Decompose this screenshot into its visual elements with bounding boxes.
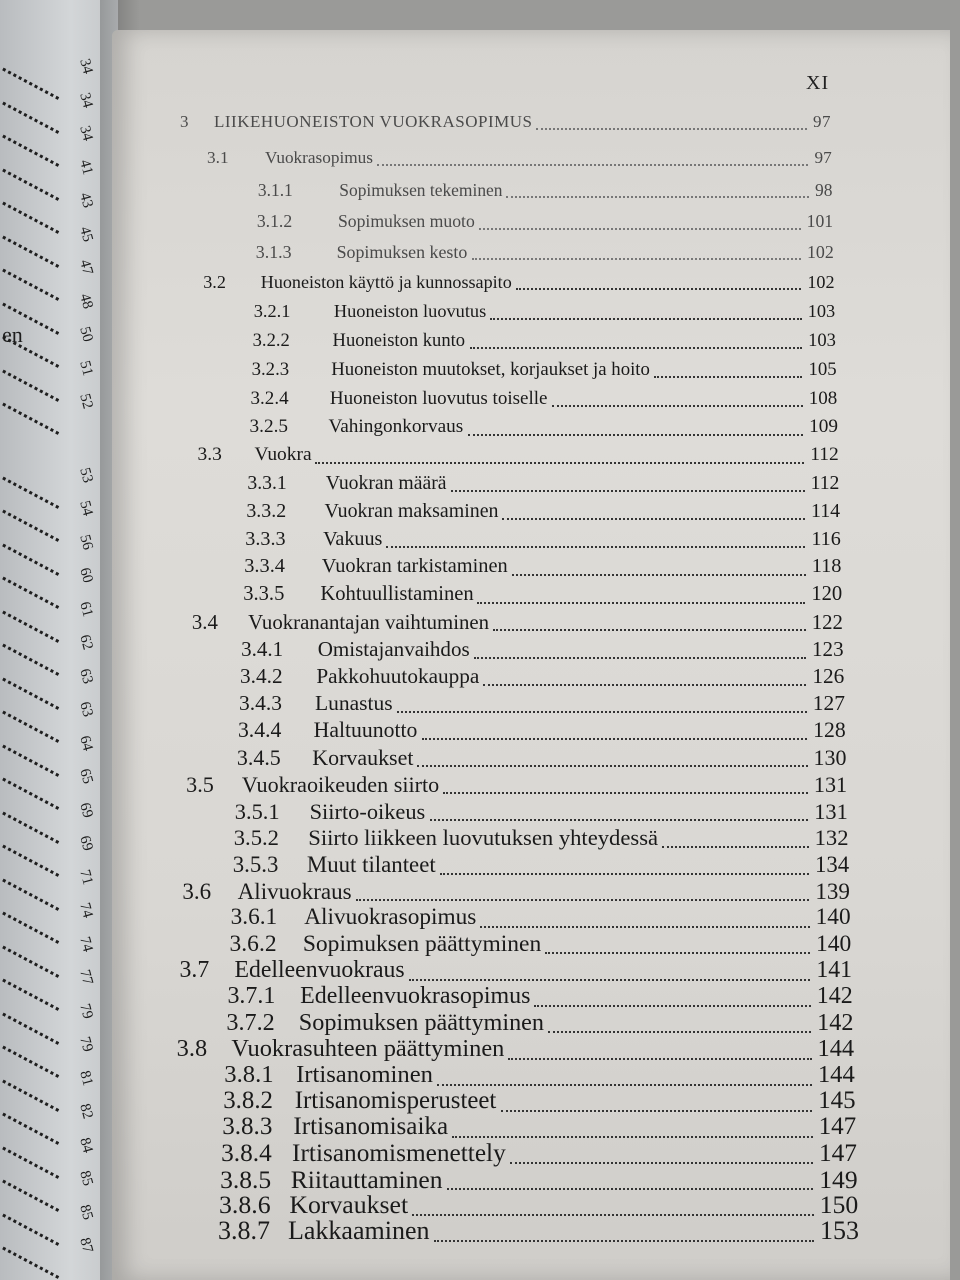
- toc-page-number: 128: [813, 718, 846, 743]
- toc-dot-leader: [490, 318, 802, 320]
- toc-page-number: 105: [808, 359, 837, 381]
- toc-dot-leader: [472, 258, 801, 260]
- toc-section-number: 3.3.5: [243, 582, 285, 605]
- toc-entry: [0, 242, 960, 272]
- toc-section-title: Vuokrasuhteen päättyminen: [231, 1035, 505, 1063]
- toc-dot-leader: [483, 684, 806, 686]
- left-page-number: 69: [76, 834, 96, 853]
- toc-page-number: 147: [818, 1112, 857, 1140]
- toc-page-number: 130: [813, 745, 847, 771]
- toc-dot-leader: [493, 629, 806, 631]
- toc-dot-leader: [480, 926, 810, 928]
- toc-section-number: 3.3.4: [244, 555, 285, 578]
- toc-entry: [0, 359, 960, 389]
- toc-section-title: Huoneiston muutokset, korjaukset ja hoito: [331, 359, 650, 381]
- toc-section-number: 3.1: [207, 147, 229, 167]
- toc-dot-leader: [437, 1084, 812, 1086]
- toc-section-title: Edelleenvuokraus: [234, 956, 405, 983]
- toc-dot-leader: [377, 164, 808, 166]
- toc-section-number: 3.2.1: [253, 301, 291, 322]
- left-page-number: 87: [76, 1236, 96, 1255]
- toc-dot-leader: [452, 1136, 813, 1138]
- toc-page-number: 131: [813, 771, 848, 797]
- toc-page-number: 122: [811, 610, 843, 635]
- toc-dot-leader: [440, 873, 809, 875]
- left-page-number: 74: [76, 934, 96, 954]
- toc-section-number: 3.4.4: [237, 718, 282, 743]
- left-page-number: 34: [76, 90, 96, 110]
- toc-entry: [0, 388, 960, 418]
- toc-page-number: 140: [816, 930, 852, 957]
- toc-section-title: Riitauttaminen: [290, 1164, 443, 1194]
- toc-section-number: 3.4.5: [236, 745, 281, 771]
- toc-entry: [0, 664, 960, 694]
- toc-page-number: 102: [806, 241, 834, 262]
- toc-page-number: 102: [807, 271, 835, 292]
- toc-section-number: 3.8.5: [220, 1164, 272, 1194]
- toc-entry: [0, 112, 960, 142]
- toc-section-title: Vuokraoikeuden siirto: [241, 771, 440, 797]
- toc-section-title: Vuokran tarkistaminen: [321, 555, 508, 578]
- toc-section-number: 3.7: [179, 956, 210, 983]
- toc-page-number: 145: [818, 1087, 856, 1115]
- toc-section-number: 3.5.1: [234, 798, 280, 824]
- toc-section-title: Huoneiston käyttö ja kunnossapito: [260, 271, 512, 292]
- toc-section-number: 3.3.2: [246, 500, 287, 523]
- toc-section-number: 3.6: [182, 877, 212, 904]
- left-page-number: 63: [76, 700, 96, 719]
- toc-section-title: Kohtuullistaminen: [320, 582, 474, 605]
- toc-page-number: 103: [808, 330, 836, 352]
- left-page-number: 61: [76, 599, 96, 619]
- left-page-number: 60: [76, 566, 96, 585]
- left-page-number: 50: [76, 325, 96, 344]
- toc-dot-leader: [422, 738, 807, 740]
- toc-section-title: Edelleenvuokrasopimus: [300, 983, 531, 1009]
- toc-section-title: Vuokran maksaminen: [324, 500, 499, 523]
- toc-section-title: Huoneiston luovutus toiselle: [329, 387, 548, 409]
- toc-section-number: 3.7.2: [226, 1009, 275, 1037]
- toc-section-number: 3.5.2: [233, 825, 279, 851]
- toc-page-number: 140: [815, 904, 851, 931]
- left-page-number: 43: [76, 191, 96, 210]
- toc-section-title: Huoneiston luovutus: [333, 301, 487, 322]
- toc-entry: [0, 718, 960, 748]
- left-page-number: 47: [76, 258, 96, 277]
- left-page-number: 69: [76, 800, 96, 820]
- toc-section-title: Haltuunotto: [313, 718, 418, 743]
- toc-entry: [0, 799, 960, 829]
- toc-page-number: 120: [811, 582, 843, 605]
- toc-page-number: 108: [808, 387, 838, 409]
- toc-section-number: 3.2.2: [252, 330, 290, 352]
- toc-entry: [0, 444, 960, 474]
- toc-section-number: 3.3: [197, 444, 222, 466]
- toc-section-number: 3.4.2: [240, 664, 283, 689]
- toc-dot-leader: [430, 819, 808, 821]
- toc-dot-leader: [508, 1058, 812, 1060]
- left-page-number: 41: [76, 157, 96, 177]
- toc-page-number: 109: [809, 416, 838, 438]
- toc-entry: [0, 472, 960, 502]
- toc-section-number: 3.8: [176, 1035, 208, 1063]
- toc-section-number: 3.8.3: [222, 1112, 273, 1140]
- toc-entry: [0, 637, 960, 667]
- left-page-number: 62: [76, 633, 96, 652]
- toc-dot-leader: [662, 846, 809, 848]
- left-page-number: 65: [76, 767, 96, 786]
- toc-section-number: 3.7.1: [227, 983, 276, 1009]
- toc-entry: [0, 180, 960, 210]
- toc-dot-leader: [409, 979, 810, 981]
- toc-page-number: 126: [812, 664, 845, 689]
- toc-section-title: Irtisanominen: [296, 1061, 433, 1089]
- toc-page-number: 132: [814, 825, 849, 851]
- toc-section-number: 3.2.5: [249, 416, 288, 438]
- left-page-number: 51: [76, 358, 96, 378]
- toc-dot-leader: [534, 1005, 811, 1007]
- toc-entry: [0, 691, 960, 721]
- toc-section-title: Korvaukset: [312, 745, 414, 771]
- toc-dot-leader: [386, 546, 805, 548]
- left-page-number: 34: [76, 124, 96, 143]
- toc-section-title: Vuokra: [254, 444, 312, 466]
- toc-entry: [0, 1216, 960, 1246]
- toc-dot-leader: [315, 462, 804, 464]
- toc-dot-leader: [501, 1110, 812, 1112]
- left-page-number: 79: [76, 1001, 96, 1021]
- toc-section-title: Irtisanomismenettely: [292, 1138, 506, 1167]
- toc-dot-leader: [548, 1031, 811, 1033]
- toc-entry: [0, 211, 960, 241]
- toc-page-number: 142: [817, 1009, 854, 1037]
- left-page-number: 85: [76, 1202, 96, 1222]
- toc-entry: [0, 555, 960, 585]
- toc-section-title: Siirto-oikeus: [309, 798, 426, 824]
- toc-section-title: Korvaukset: [289, 1190, 409, 1220]
- toc-entry: [0, 528, 960, 558]
- toc-section-number: 3.1.1: [257, 180, 293, 201]
- toc-section-title: Alivuokrasopimus: [304, 904, 477, 931]
- toc-section-number: 3.8.7: [218, 1216, 270, 1245]
- toc-section-number: 3.8.1: [224, 1061, 274, 1089]
- left-page-number: 77: [76, 968, 96, 987]
- toc-section-title: Lakkaaminen: [288, 1216, 430, 1245]
- left-page-number: 71: [76, 867, 96, 887]
- toc-section-title: Irtisanomisaika: [293, 1112, 449, 1140]
- toc-page-number: 144: [817, 1061, 855, 1089]
- toc-section-title: Pakkohuutokauppa: [316, 664, 480, 689]
- toc-page-number: 116: [811, 527, 841, 550]
- toc-dot-leader: [434, 1240, 814, 1242]
- toc-dot-leader: [502, 518, 805, 520]
- toc-entry: [0, 745, 960, 775]
- left-page-number: 56: [76, 532, 96, 552]
- toc-dot-leader: [512, 574, 806, 576]
- left-page-number: 82: [76, 1102, 96, 1121]
- toc-entry: [0, 148, 960, 178]
- left-page-number: 84: [76, 1135, 96, 1155]
- page-number: XI: [806, 72, 830, 94]
- toc-dot-leader: [654, 376, 802, 378]
- toc-dot-leader: [545, 952, 810, 954]
- toc-entry: [0, 610, 960, 640]
- left-page-number: 45: [76, 224, 96, 244]
- left-page-number: 34: [76, 57, 96, 76]
- toc-section-title: Sopimuksen päättyminen: [298, 1009, 545, 1037]
- toc-dot-leader: [477, 602, 805, 604]
- left-page-number: 63: [76, 666, 96, 686]
- toc-dot-leader: [356, 899, 809, 901]
- toc-entry: [0, 301, 960, 331]
- toc-section-number: 3.8.6: [219, 1190, 271, 1220]
- left-page-number: 64: [76, 733, 96, 753]
- toc-section-number: 3.8.2: [223, 1087, 273, 1115]
- toc-page-number: 97: [814, 147, 832, 167]
- left-page-number: 85: [76, 1169, 96, 1188]
- toc-section-title: Lunastus: [315, 691, 393, 716]
- left-page-number: 54: [76, 499, 96, 518]
- toc-dot-leader: [536, 128, 807, 130]
- toc-section-number: 3.2: [203, 271, 226, 292]
- toc-section-number: 3.1.3: [255, 241, 292, 262]
- toc-page-number: 118: [811, 555, 842, 578]
- toc-page-number: 131: [814, 798, 848, 824]
- toc-dot-leader: [552, 405, 803, 407]
- toc-section-number: 3.3.1: [247, 472, 287, 495]
- toc-section-number: 3.8.4: [221, 1138, 272, 1167]
- toc-dot-leader: [470, 347, 802, 349]
- toc-section-number: 3: [180, 112, 189, 131]
- toc-page-number: 112: [810, 444, 839, 466]
- toc-section-title: Vuokrasopimus: [264, 147, 373, 167]
- toc-page-number: 101: [806, 211, 834, 232]
- toc-section-title: Siirto liikkeen luovutuksen yhteydessä: [308, 825, 659, 851]
- toc-page-number: 144: [817, 1035, 855, 1063]
- left-page-number: 53: [76, 465, 96, 485]
- toc-page-number: 134: [814, 851, 850, 877]
- toc-entry: [0, 330, 960, 360]
- toc-section-title: Huoneiston kunto: [332, 330, 466, 352]
- left-page-number: 52: [76, 392, 96, 411]
- toc-section-title: Omistajanvaihdos: [317, 637, 470, 662]
- toc-entry: [0, 772, 960, 802]
- toc-dot-leader: [506, 196, 809, 198]
- toc-page-number: 114: [810, 500, 841, 523]
- left-page-fragment: en: [2, 322, 23, 347]
- toc-page-number: 147: [818, 1138, 857, 1167]
- toc-page-number: 139: [815, 877, 850, 904]
- toc-section-title: Sopimuksen tekeminen: [339, 180, 503, 201]
- toc-entry: [0, 416, 960, 446]
- toc-section-number: 3.4.3: [239, 691, 282, 716]
- toc-page-number: 153: [820, 1216, 859, 1245]
- toc-page-number: 97: [813, 112, 831, 131]
- toc-entry: [0, 272, 960, 302]
- left-page-number: 48: [76, 291, 96, 311]
- toc-page-number: 150: [819, 1190, 859, 1220]
- toc-section-number: 3.2.3: [251, 359, 290, 381]
- toc-entry: [0, 583, 960, 613]
- toc-section-title: Vahingonkorvaus: [328, 416, 464, 438]
- toc-section-number: 3.1.2: [256, 211, 293, 232]
- toc-page-number: 149: [819, 1164, 858, 1194]
- toc-dot-leader: [451, 490, 805, 492]
- toc-dot-leader: [397, 711, 807, 713]
- toc-section-number: 3.3.3: [245, 527, 286, 550]
- toc-dot-leader: [474, 657, 806, 659]
- toc-section-number: 3.2.4: [250, 387, 289, 409]
- toc-page-number: 103: [807, 301, 836, 322]
- toc-section-number: 3.5.3: [232, 851, 279, 877]
- toc-section-title: Vuokran määrä: [325, 472, 447, 495]
- toc-section-title: Irtisanomisperusteet: [294, 1087, 497, 1115]
- toc-section-title: Vuokranantajan vaihtuminen: [248, 610, 490, 635]
- toc-entry: [0, 500, 960, 530]
- toc-section-title: Muut tilanteet: [306, 851, 436, 877]
- toc-section-number: 3.6.1: [230, 904, 278, 931]
- left-page-number: 79: [76, 1035, 96, 1054]
- toc-section-number: 3.5: [186, 771, 214, 797]
- toc-page-number: 127: [812, 691, 845, 716]
- toc-page-number: 98: [814, 180, 833, 201]
- toc-section-title: Sopimuksen muoto: [337, 211, 475, 232]
- left-page-number: 74: [76, 901, 96, 920]
- toc-page-number: 141: [816, 956, 852, 983]
- toc-section-title: Vakuus: [323, 527, 383, 550]
- toc-page-number: 142: [816, 983, 853, 1009]
- toc-dot-leader: [516, 288, 801, 290]
- toc-dot-leader: [417, 765, 808, 767]
- toc-dot-leader: [468, 434, 803, 436]
- toc-section-title: LIIKEHUONEISTON VUOKRASOPIMUS: [214, 112, 533, 131]
- toc-section-number: 3.4.1: [241, 637, 284, 662]
- toc-dot-leader: [479, 228, 801, 230]
- toc-section-number: 3.6.2: [229, 930, 277, 957]
- toc-dot-leader: [443, 792, 808, 794]
- toc-section-title: Sopimuksen kesto: [336, 241, 468, 262]
- toc-section-number: 3.4: [191, 610, 218, 635]
- toc-section-title: Sopimuksen päättyminen: [302, 930, 542, 957]
- left-page-number: 81: [76, 1068, 96, 1088]
- toc-page-number: 123: [812, 637, 844, 662]
- toc-page-number: 112: [810, 472, 840, 495]
- toc-section-title: Alivuokraus: [237, 877, 352, 904]
